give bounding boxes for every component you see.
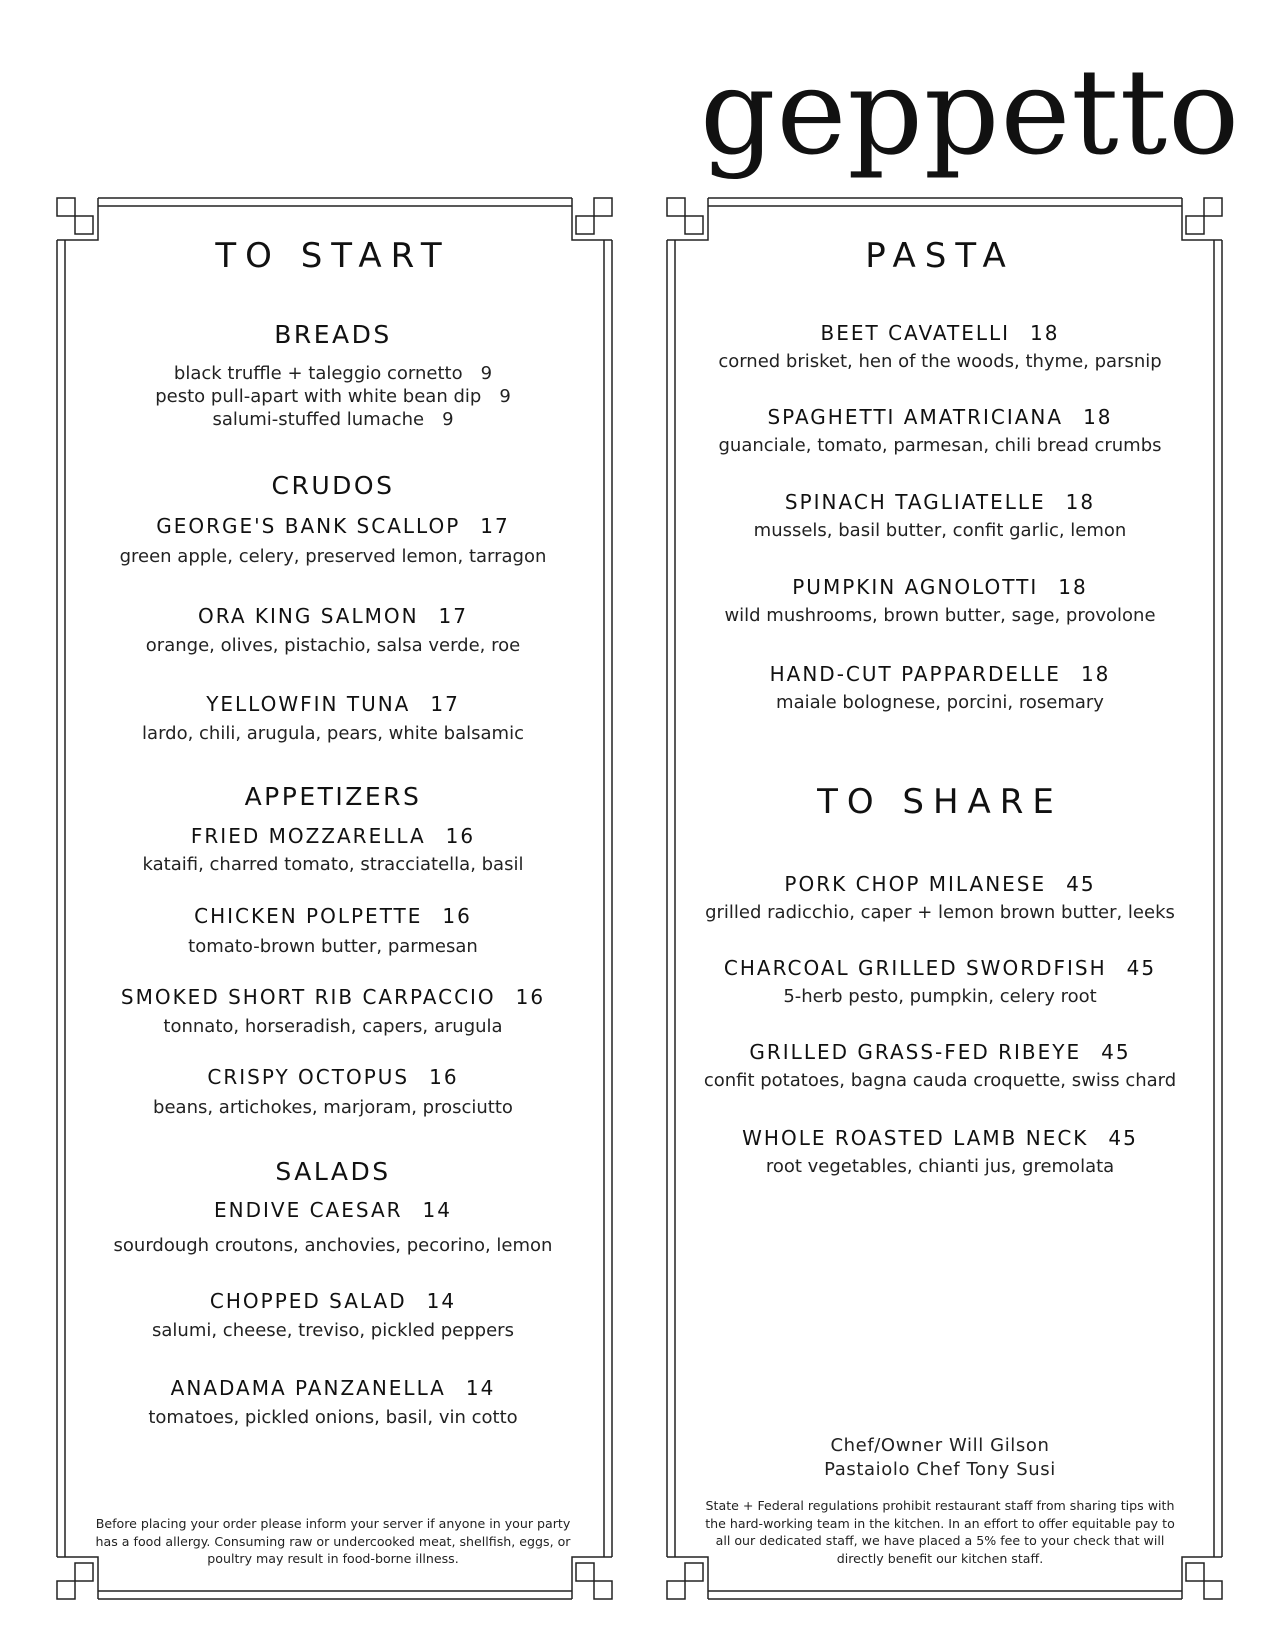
- item-name-text: BEET CAVATELLI: [820, 321, 1011, 345]
- menu-item-description: beans, artichokes, marjoram, prosciutto: [153, 1097, 513, 1118]
- item-name-text: FRIED MOZZARELLA: [190, 824, 426, 848]
- item-name-text: SPAGHETTI AMATRICIANA: [767, 405, 1064, 429]
- chef-credit: Chef/Owner Will Gilson: [830, 1435, 1050, 1456]
- bread-item-name: salumi-stuffed lumache: [212, 409, 425, 430]
- menu-item-name: [70, 985, 596, 1009]
- item-price: 18: [1083, 405, 1113, 429]
- item-price: 45: [1101, 1040, 1131, 1064]
- menu-item-description: orange, olives, pistachio, salsa verde, roe: [145, 635, 521, 656]
- menu-item-description: 5-herb pesto, pumpkin, celery root: [783, 986, 1097, 1007]
- category-title-breads: BREADS: [274, 320, 392, 349]
- item-name-text: CHICKEN POLPETTE: [194, 904, 423, 928]
- menu-item-name: [680, 321, 1200, 345]
- menu-item-name: [70, 514, 596, 538]
- bread-item-name: pesto pull-apart with white bean dip: [155, 386, 482, 407]
- item-price: 18: [1065, 490, 1096, 514]
- bread-item-price: 9: [480, 363, 493, 384]
- menu-item-name: [680, 1040, 1200, 1064]
- bread-item: [70, 408, 596, 431]
- menu-item-name: [680, 1126, 1200, 1150]
- menu-item-name: [680, 872, 1200, 896]
- item-name-text: GEORGE'S BANK SCALLOP: [156, 514, 461, 538]
- item-name-text: ORA KING SALMON: [198, 604, 419, 628]
- kitchen-fee-note: State + Federal regulations prohibit restaurant staff from sharing tips with the hard-working team in the kitchen. In an effort to offer equitable pay to all our dedicated staff, we have placed a 5% fee to your check that will directly benefit our kitchen staff.: [705, 1498, 1175, 1566]
- menu-item-description: tomato-brown butter, parmesan: [188, 936, 478, 957]
- item-price: 16: [429, 1065, 459, 1089]
- menu-item-name: [70, 1065, 596, 1089]
- item-name-text: ANADAMA PANZANELLA: [170, 1376, 446, 1400]
- corner-ornament-tr: [1182, 198, 1222, 240]
- bread-item-price: 9: [499, 386, 511, 407]
- item-name-text: WHOLE ROASTED LAMB NECK: [742, 1126, 1089, 1150]
- menu-item-name: [70, 1198, 596, 1222]
- item-price: 18: [1058, 575, 1088, 599]
- item-price: 14: [426, 1289, 457, 1313]
- menu-item-name: [70, 904, 596, 928]
- menu-item-name: [680, 662, 1200, 686]
- menu-item-name: [70, 1289, 596, 1313]
- item-name-text: GRILLED GRASS-FED RIBEYE: [749, 1040, 1082, 1064]
- item-name-text: PUMPKIN AGNOLOTTI: [792, 575, 1039, 599]
- item-price: 45: [1108, 1126, 1138, 1150]
- category-title-salads: SALADS: [275, 1157, 391, 1186]
- menu-item-description: tonnato, horseradish, capers, arugula: [163, 1016, 503, 1037]
- category-title-appetizers: APPETIZERS: [244, 782, 422, 811]
- corner-ornament-br: [1182, 1557, 1222, 1599]
- item-name-text: HAND-CUT PAPPARDELLE: [769, 662, 1061, 686]
- item-price: 17: [430, 692, 460, 716]
- section-title-to-start: TO START: [215, 236, 451, 276]
- menu-item-description: sourdough croutons, anchovies, pecorino, lemon: [113, 1235, 553, 1256]
- corner-ornament-tl: [57, 198, 98, 240]
- menu-item-name: [70, 824, 596, 848]
- menu-item-description: green apple, celery, preserved lemon, tarragon: [119, 546, 547, 567]
- bread-item-name: black truffle + taleggio cornetto: [173, 363, 463, 384]
- menu-item-description: lardo, chili, arugula, pears, white balsamic: [142, 723, 524, 744]
- bread-item-price: 9: [442, 409, 454, 430]
- category-title-crudos: CRUDOS: [271, 471, 395, 500]
- corner-ornament-tr: [572, 198, 612, 240]
- item-price: 16: [445, 824, 476, 848]
- item-price: 14: [422, 1198, 452, 1222]
- pastaiolo-credit: Pastaiolo Chef Tony Susi: [824, 1459, 1056, 1480]
- item-price: 18: [1080, 662, 1111, 686]
- section-title-to-share: TO SHARE: [817, 782, 1063, 822]
- menu-item-description: mussels, basil butter, confit garlic, lemon: [753, 520, 1127, 541]
- menu-item-name: [70, 692, 596, 716]
- section-title-pasta: PASTA: [865, 236, 1015, 276]
- menu-item-name: [70, 1376, 596, 1400]
- menu-item-name: [680, 956, 1200, 980]
- item-price: 17: [480, 514, 510, 538]
- menu-item-description: guanciale, tomato, parmesan, chili bread crumbs: [718, 435, 1162, 456]
- menu-item-name: [70, 604, 596, 628]
- menu-item-description: salumi, cheese, treviso, pickled peppers: [152, 1320, 514, 1341]
- corner-ornament-br: [572, 1557, 612, 1599]
- item-price: 14: [465, 1376, 496, 1400]
- bread-item: [70, 385, 596, 408]
- menu-item-description: wild mushrooms, brown butter, sage, provolone: [724, 605, 1156, 626]
- menu-item-name: [680, 490, 1200, 514]
- item-price: 45: [1066, 872, 1096, 896]
- item-name-text: PORK CHOP MILANESE: [784, 872, 1047, 896]
- item-name-text: CRISPY OCTOPUS: [207, 1065, 410, 1089]
- item-name-text: SMOKED SHORT RIB CARPACCIO: [120, 985, 496, 1009]
- item-price: 16: [442, 904, 472, 928]
- menu-item-description: confit potatoes, bagna cauda croquette, swiss chard: [703, 1070, 1177, 1091]
- item-name-text: CHARCOAL GRILLED SWORDFISH: [723, 956, 1107, 980]
- item-price: 45: [1126, 956, 1157, 980]
- item-name-text: CHOPPED SALAD: [209, 1289, 407, 1313]
- allergy-note: Before placing your order please inform your server if anyone in your party has a food allergy. Consuming raw or undercooked meat, shellfish, eggs, or poultry may result in food-borne illness.: [95, 1516, 571, 1566]
- menu-item-description: root vegetables, chianti jus, gremolata: [765, 1156, 1115, 1177]
- menu-item-description: kataifi, charred tomato, stracciatella, basil: [142, 854, 524, 875]
- bread-item: [70, 362, 596, 385]
- menu-item-name: [680, 405, 1200, 429]
- restaurant-logo: geppetto: [700, 43, 1241, 181]
- corner-ornament-tl: [667, 198, 708, 240]
- item-price: 18: [1030, 321, 1060, 345]
- menu-item-description: corned brisket, hen of the woods, thyme, parsnip: [718, 351, 1162, 372]
- item-name-text: YELLOWFIN TUNA: [206, 692, 411, 716]
- item-name-text: SPINACH TAGLIATELLE: [784, 490, 1046, 514]
- item-price: 16: [515, 985, 546, 1009]
- menu-item-name: [680, 575, 1200, 599]
- item-name-text: ENDIVE CAESAR: [214, 1198, 403, 1222]
- menu-item-description: tomatoes, pickled onions, basil, vin cotto: [148, 1407, 518, 1428]
- menu-item-description: maiale bolognese, porcini, rosemary: [776, 692, 1104, 713]
- item-price: 17: [438, 604, 468, 628]
- menu-item-description: grilled radicchio, caper + lemon brown butter, leeks: [705, 902, 1175, 923]
